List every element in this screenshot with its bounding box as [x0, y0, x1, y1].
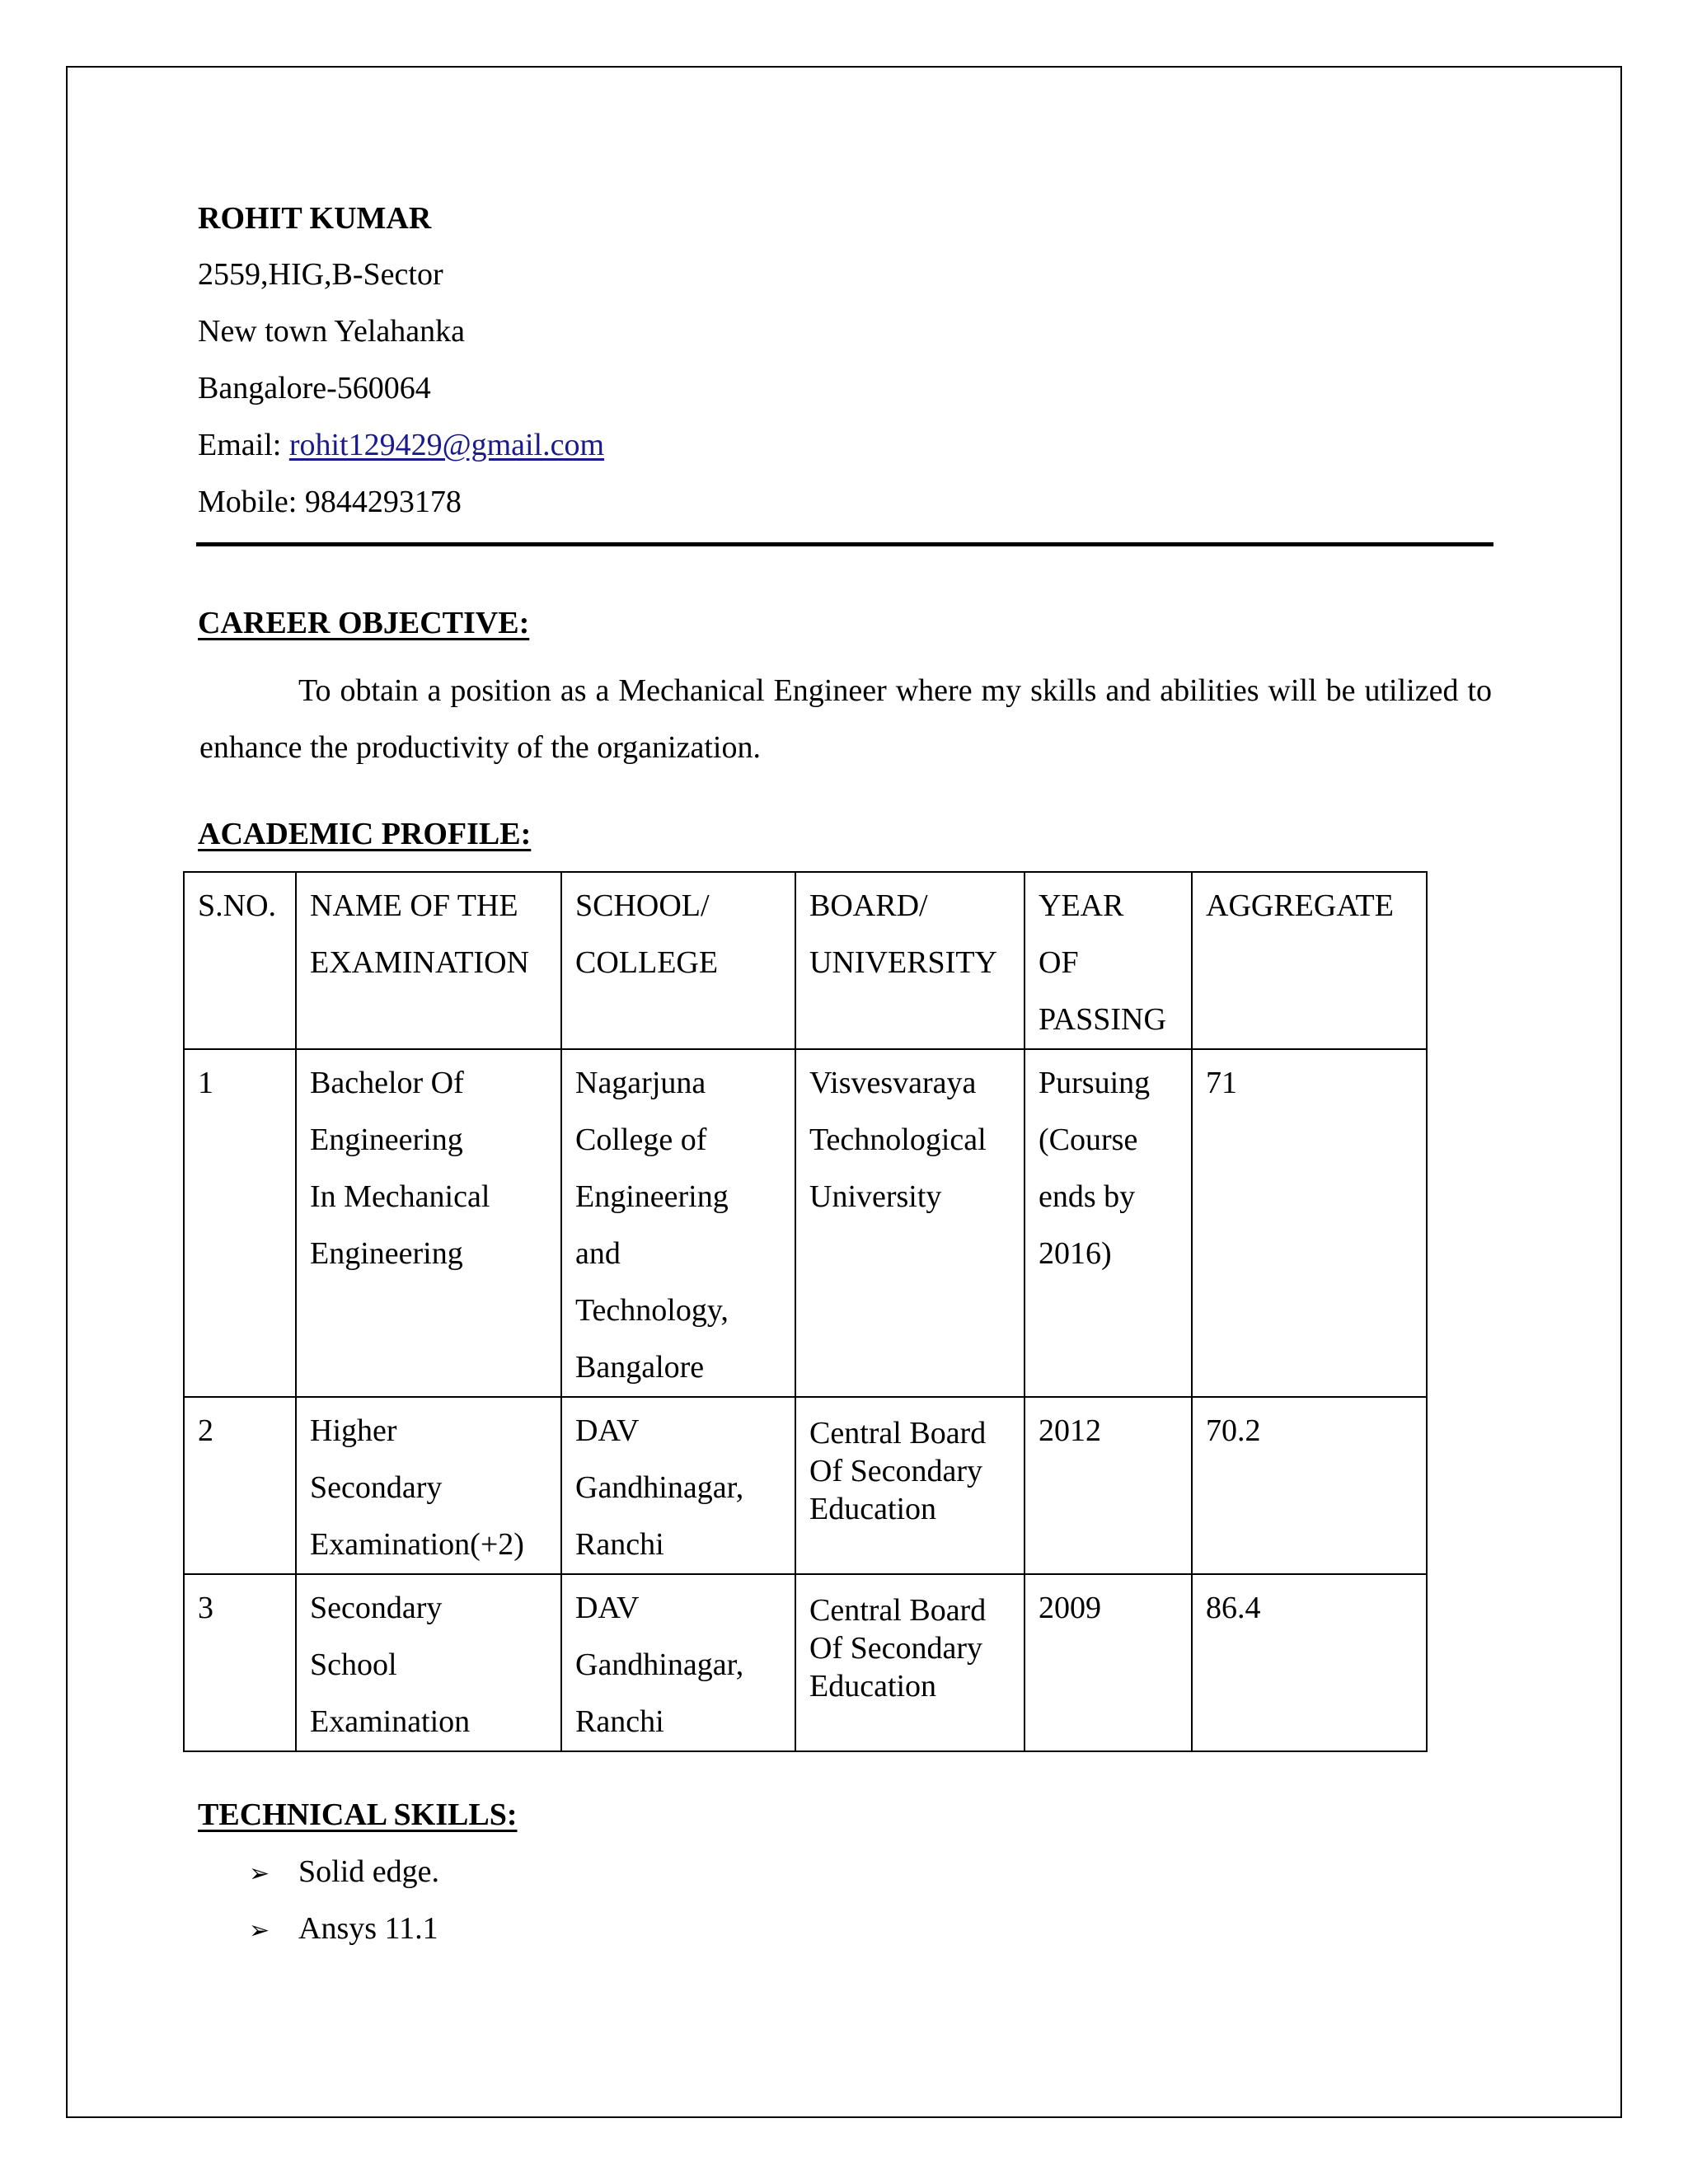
table-cell: DAV Gandhinagar, Ranchi: [561, 1574, 795, 1751]
table-header-row: [184, 872, 1427, 1049]
table-cell: 86.4: [1192, 1574, 1427, 1751]
column-header: NAME OF THE EXAMINATION: [296, 872, 561, 1049]
table-cell: Central Board Of Secondary Education: [795, 1397, 1025, 1574]
table-cell: Higher Secondary Examination(+2): [296, 1397, 561, 1574]
table-cell: 71: [1192, 1049, 1427, 1397]
career-objective-heading: CAREER OBJECTIVE:: [198, 606, 530, 640]
email-label: Email:: [198, 428, 289, 462]
technical-skills-heading: TECHNICAL SKILLS:: [198, 1797, 518, 1832]
email-link[interactable]: rohit129429@gmail.com: [288, 428, 605, 462]
table-cell: 2012: [1025, 1397, 1192, 1574]
column-header: AGGREGATE: [1192, 872, 1427, 1049]
table-cell: 1: [184, 1049, 296, 1397]
table-cell: 2: [184, 1397, 296, 1574]
table-row: [184, 1397, 1427, 1574]
skill-label: Ansys 11.1: [298, 1911, 438, 1946]
table-cell: Visvesvaraya Technological University: [795, 1049, 1025, 1397]
table-cell: 2009: [1025, 1574, 1192, 1751]
skill-list-item: [249, 1856, 439, 1887]
address-line-1: 2559,HIG,B-Sector: [198, 257, 443, 292]
header-divider: [196, 542, 1493, 546]
academic-profile-heading: ACADEMIC PROFILE:: [198, 817, 532, 851]
arrow-bullet-icon: ➢: [249, 1859, 270, 1888]
career-objective-text: To obtain a position as a Mechanical Engineer where my skills and abilities will be utilized to enhance the productivity of the organization.: [199, 673, 1492, 765]
skill-list-item: [249, 1913, 438, 1944]
table-cell: Pursuing (Course ends by 2016): [1025, 1049, 1192, 1397]
table-cell: Nagarjuna College of Engineering and Technology, Bangalore: [561, 1049, 795, 1397]
table-cell: Secondary School Examination: [296, 1574, 561, 1751]
arrow-bullet-icon: ➢: [249, 1916, 270, 1945]
column-header: BOARD/ UNIVERSITY: [795, 872, 1025, 1049]
column-header: S.NO.: [184, 872, 296, 1049]
address-line-2: New town Yelahanka: [198, 314, 466, 349]
table-row: [184, 1049, 1427, 1397]
address-line-3: Bangalore-560064: [198, 371, 431, 405]
academic-table: [183, 871, 1428, 1752]
table-cell: Central Board Of Secondary Education: [795, 1574, 1025, 1751]
column-header: SCHOOL/ COLLEGE: [561, 872, 795, 1049]
table-row: [184, 1574, 1427, 1751]
table-cell: DAV Gandhinagar, Ranchi: [561, 1397, 795, 1574]
table-cell: 70.2: [1192, 1397, 1427, 1574]
mobile-number: Mobile: 9844293178: [198, 485, 462, 519]
skill-label: Solid edge.: [298, 1854, 439, 1889]
column-header: YEAR OF PASSING: [1025, 872, 1192, 1049]
table-cell: Bachelor Of Engineering In Mechanical Engineering: [296, 1049, 561, 1397]
email-row: [198, 429, 604, 461]
table-cell: 3: [184, 1574, 296, 1751]
candidate-name: ROHIT KUMAR: [198, 201, 432, 236]
